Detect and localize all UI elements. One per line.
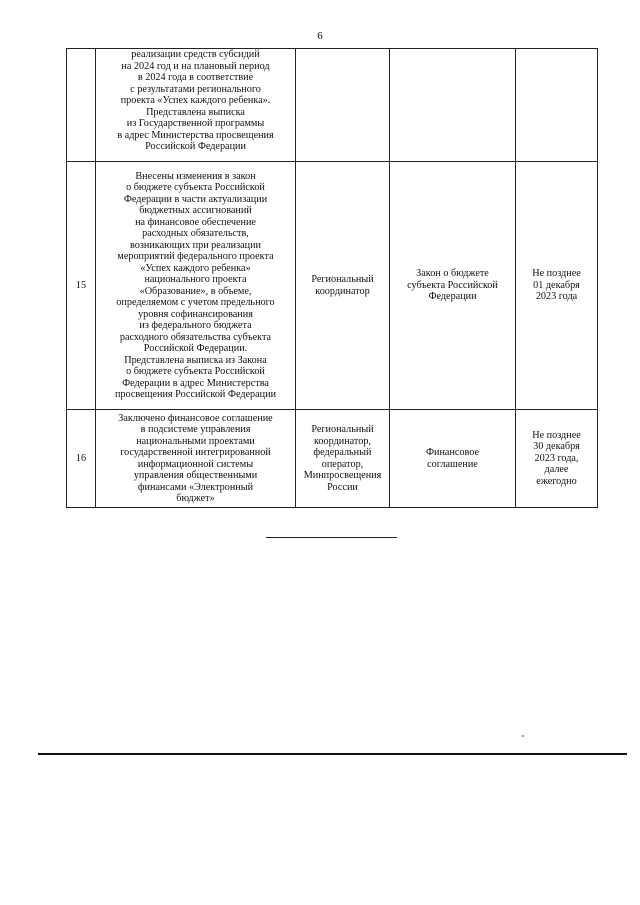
page-number: 6 [317, 30, 323, 42]
document-cell [390, 410, 516, 508]
text-line: Не позднее [532, 429, 581, 441]
table-row-15 [67, 162, 598, 410]
text-line: Закон о бюджете [416, 268, 489, 280]
text-line: из федерального бюджета [139, 320, 252, 331]
text-line: «Образование», в объеме, [139, 285, 252, 297]
text-line: Региональный [311, 424, 374, 435]
text-line: расходных обязательств, [142, 228, 249, 239]
text-line: 30 декабря [533, 441, 580, 453]
text-line: в подсистеме управления [140, 424, 251, 435]
text-line: Российской Федерации. [143, 343, 248, 354]
text-line: информационной системы [137, 458, 254, 470]
text-line: о бюджете субъекта Российской [126, 366, 265, 377]
text-line: Представлена выписка из Закона [124, 354, 267, 366]
text-line: проекта «Успех каждого ребенка». [120, 95, 271, 106]
text-line: Федерации в адрес Министерства [122, 377, 269, 389]
table-row-continuation [67, 49, 598, 162]
text-line: Федерации в части актуализации [123, 193, 268, 205]
text-line: с результатами регионального [130, 83, 261, 95]
row-number-cell: 16 [67, 410, 96, 508]
footer-rule [38, 753, 627, 755]
text-line: в 2024 года в соответствие [137, 72, 254, 83]
text-line: из Государственной программы [126, 118, 265, 129]
text-line: на финансовое обеспечение [135, 216, 256, 228]
text-line: на 2024 год и на плановый период [121, 60, 270, 72]
text-line: далее [544, 464, 569, 476]
text-line: Внесены изменения в закон [135, 170, 256, 182]
text-line: в адрес Министерства просвещения [117, 129, 274, 141]
text-line: реализации средств субсидий [131, 49, 260, 60]
deadline-cell [516, 410, 598, 508]
deadline-cell [516, 162, 598, 410]
text-line: оператор, [321, 458, 364, 470]
responsible-cell [296, 49, 390, 162]
text-line: «Успех каждого ребенка» [140, 262, 251, 274]
table-row-16 [67, 410, 598, 508]
text-line: Российской Федерации [145, 141, 246, 152]
text-line: Минпросвещения [303, 470, 382, 481]
plan-table [66, 48, 598, 508]
text-line: о бюджете субъекта Российской [126, 182, 265, 193]
document-cell [390, 49, 516, 162]
text-line: определяемом с учетом предельного [116, 297, 275, 308]
text-line: уровня софинансирования [138, 308, 253, 320]
text-line: координатор [315, 285, 370, 297]
text-line: национального проекта [144, 274, 247, 285]
text-line: Не позднее [532, 268, 581, 280]
deadline-cell [516, 49, 598, 162]
responsible-cell [296, 162, 390, 410]
text-line: просвещения Российской Федерации [114, 389, 277, 400]
text-line: Региональный [311, 274, 374, 285]
text-line: 01 декабря [533, 279, 580, 291]
text-line: 2023 года, [534, 452, 579, 464]
text-line: Финансовое [425, 447, 480, 458]
text-line: управления общественными [133, 470, 258, 481]
text-line: координатор, [314, 435, 371, 447]
document-cell [390, 162, 516, 410]
text-line: государственной интегрированной [120, 447, 271, 458]
text-line: возникающих при реализации [130, 239, 261, 251]
text-line: финансами «Электронный [137, 481, 254, 493]
description-cell [96, 410, 296, 508]
text-line: Федерации [428, 291, 477, 303]
scan-speck [522, 735, 524, 737]
text-line: субъекта Российской [407, 279, 498, 291]
text-line: национальными проектами [136, 435, 255, 447]
text-line: бюджет» [176, 493, 215, 504]
row-number-cell [67, 49, 96, 162]
description-cell [96, 162, 296, 410]
end-separator-line [266, 537, 397, 538]
text-line: Заключено финансовое соглашение [118, 412, 273, 424]
text-line: ежегодно [536, 475, 577, 487]
text-line: 2023 года [535, 291, 578, 303]
text-line: мероприятий федерального проекта [117, 251, 274, 262]
text-line: федеральный [313, 447, 372, 458]
responsible-cell [296, 410, 390, 508]
text-line: расходного обязательства субъекта [119, 331, 272, 343]
text-line: соглашение [427, 458, 478, 470]
text-line: России [327, 481, 358, 493]
row-number-cell: 15 [67, 162, 96, 410]
description-cell [96, 49, 296, 162]
text-line: Представлена выписка [146, 106, 245, 118]
text-line: бюджетных ассигнований [139, 205, 252, 216]
